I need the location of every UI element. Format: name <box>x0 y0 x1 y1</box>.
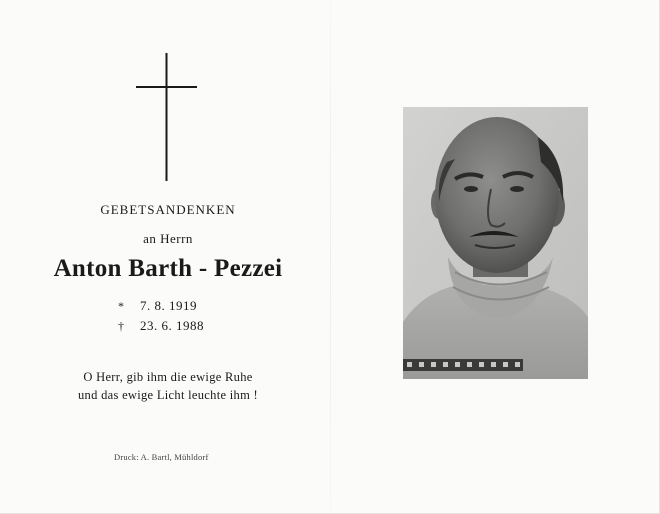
life-dates <box>118 296 204 336</box>
card-heading: GEBETSANDENKEN <box>100 202 236 217</box>
prayer-line-2: und das ewige Licht leuchte ihm ! <box>78 388 258 402</box>
birth-date: 7. 8. 1919 <box>140 298 197 313</box>
portrait-photo <box>403 107 588 379</box>
birth-date-row <box>118 296 204 316</box>
death-date: 23. 6. 1988 <box>140 318 204 333</box>
latin-cross-icon <box>136 53 198 187</box>
death-dagger-icon: † <box>118 319 125 333</box>
prayer-line-1: O Herr, gib ihm die ewige Ruhe <box>83 370 253 384</box>
salutation: an Herrn <box>143 231 193 246</box>
birth-star-icon: * <box>118 299 125 313</box>
deceased-name: Anton Barth - Pezzei <box>53 255 283 282</box>
card-fold-line <box>330 0 331 514</box>
printer-credit: Druck: A. Bartl, Mühldorf <box>114 452 209 462</box>
prayer-text <box>20 368 316 404</box>
death-date-row <box>118 316 204 336</box>
